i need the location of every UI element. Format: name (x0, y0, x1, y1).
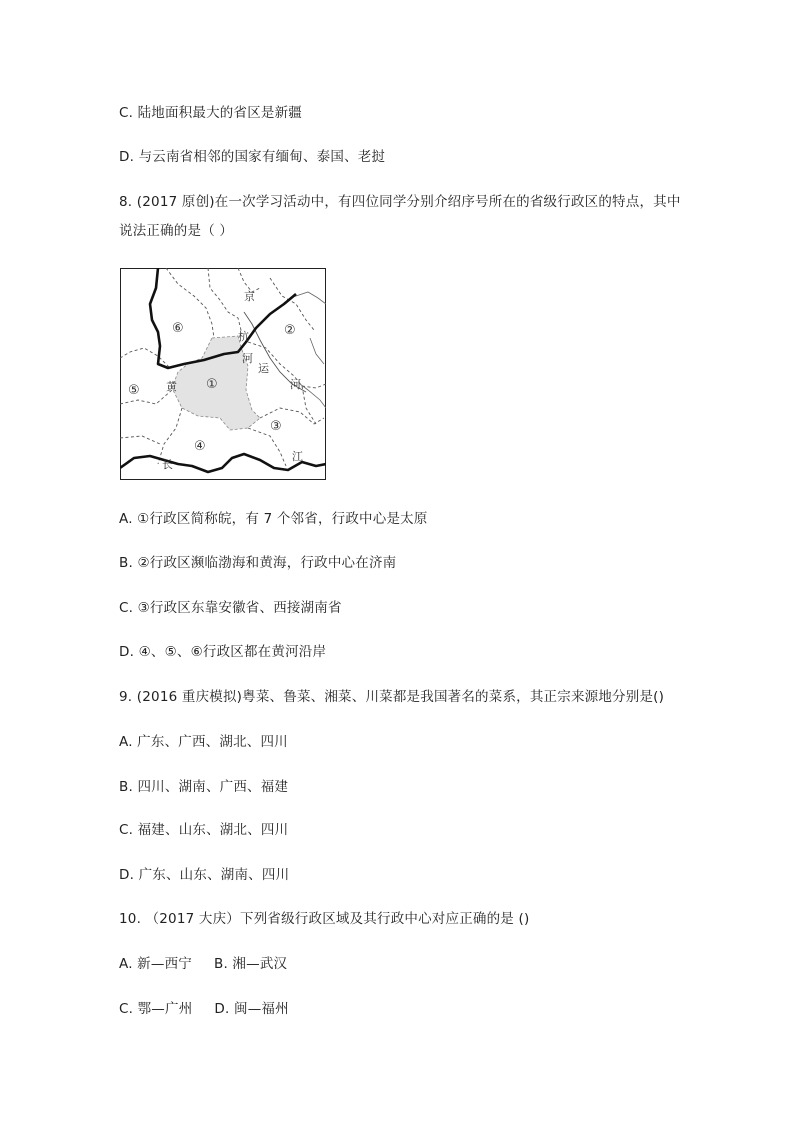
map-number-2: ② (284, 323, 296, 338)
q8-option-c: C. ③行政区东靠安徽省、西接湖南省 (119, 600, 342, 616)
map-number-3: ③ (270, 419, 282, 434)
q10-option-c: C. 鄂—广州 (119, 1001, 193, 1017)
map-label-hang: 杭 (238, 330, 249, 343)
map-number-1: ① (206, 377, 218, 392)
q10-options-row1 (119, 955, 287, 973)
q8-stem-line1: 8. (2017 原创)在一次学习活动中，有四位同学分别介绍序号所在的省级行政区的特点，其中 (119, 194, 681, 210)
q10-stem: 10. （2017 大庆）下列省级行政区域及其行政中心对应正确的是 () (119, 911, 530, 927)
q8-option-d: D. ④、⑤、⑥行政区都在黄河沿岸 (119, 644, 327, 660)
map-number-6: ⑥ (172, 321, 184, 336)
map-label-he1: 河 (242, 352, 253, 365)
q9-option-a: A. 广东、广西、湖北、四川 (119, 734, 288, 750)
province-map (120, 268, 326, 480)
q9-option-c: C. 福建、山东、湖北、四川 (119, 822, 289, 838)
q9-option-d: D. 广东、山东、湖南、四川 (119, 867, 290, 883)
q9-option-b: B. 四川、湖南、广西、福建 (119, 779, 289, 795)
q7-option-c: C. 陆地面积最大的省区是新疆 (119, 105, 303, 121)
q10-option-a: A. 新—西宁 (119, 956, 192, 972)
q9-stem: 9. (2016 重庆模拟)粤菜、鲁菜、湘菜、川菜都是我国著名的菜系，其正宗来源地分别是() (119, 689, 665, 705)
map-label-he2: 河 (290, 378, 301, 391)
q10-option-d: D. 闽—福州 (214, 1001, 289, 1017)
map-label-jiang: 江 (292, 450, 303, 463)
map-number-4: ④ (194, 439, 206, 454)
q8-option-a: A. ①行政区简称皖，有 7 个邻省，行政中心是太原 (119, 511, 428, 527)
q8-option-b: B. ②行政区濒临渤海和黄海，行政中心在济南 (119, 555, 397, 571)
q7-option-d: D. 与云南省相邻的国家有缅甸、泰国、老挝 (119, 149, 386, 165)
map-label-jing: 京 (244, 290, 255, 303)
q10-options-row2 (119, 1000, 289, 1018)
q8-stem-line2: 说法正确的是（ ） (119, 223, 234, 239)
map-label-huang: 黄 (166, 380, 177, 393)
map-label-chang: 长 (162, 458, 173, 471)
map-label-yun: 运 (258, 362, 269, 375)
q10-option-b: B. 湘—武汉 (213, 956, 288, 972)
map-number-5: ⑤ (128, 383, 140, 398)
